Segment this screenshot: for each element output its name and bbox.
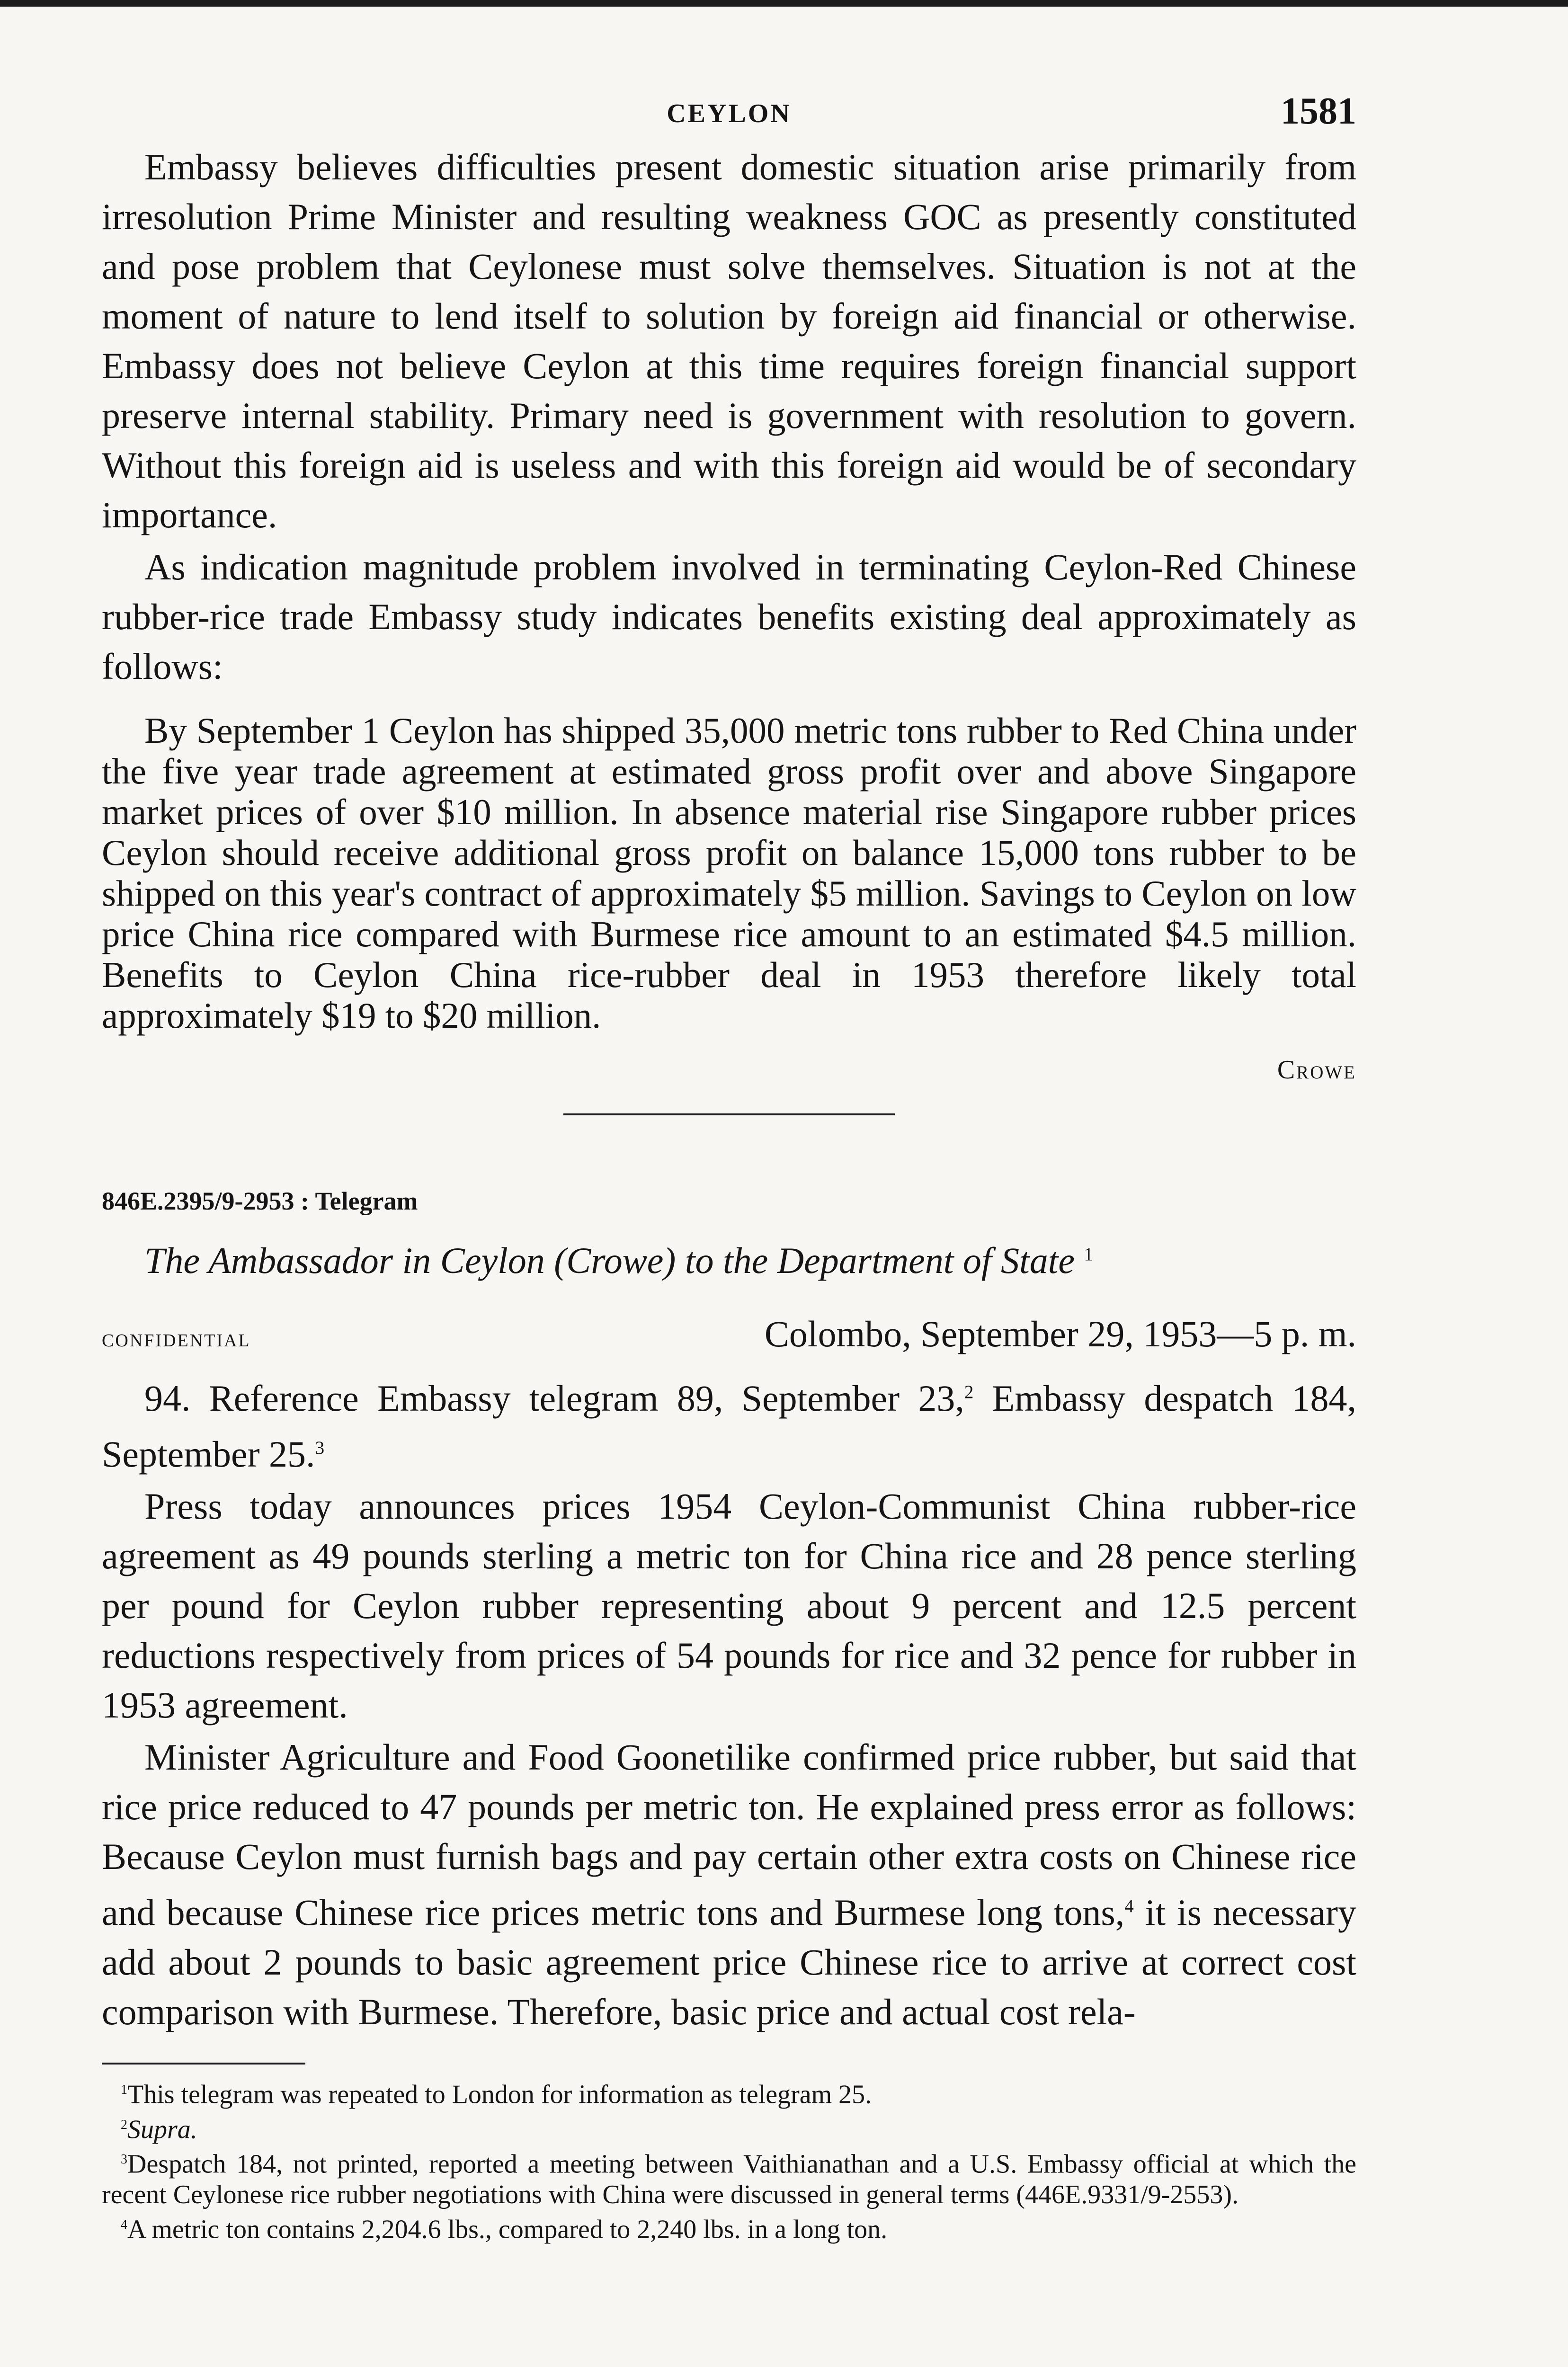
footnote-marker-2: 2 (964, 1382, 974, 1402)
quoted-study-paragraph: By September 1 Ceylon has shipped 35,000 metric tons rubber to Red China under the five year trade agreement at estimated gross profit over and above Singapore market prices of over $10 million. In absence material rise Singapore rubber prices Ceylon should receive additional gross profit on balance 15,000 tons rubber to be shipped on this year's contract of approximately $5 million. Savings to Ceylon on low price China rice compared with Burmese rice amount to an estimated $4.5 million. Benefits to Ceylon China rice-rubber deal in 1953 therefore likely total approximately $19 to $20 million. (102, 710, 1356, 1036)
document-meta-line (102, 1313, 1356, 1355)
telegram-paragraph-1-text-a: 94. Reference Embassy telegram 89, September 23, (144, 1378, 964, 1419)
footnote-3 (102, 2145, 1356, 2210)
footnote-marker-3: 3 (315, 1438, 325, 1458)
footnote-3-text: Despatch 184, not printed, reported a meeting between Vaithianathan and a U.S. Embassy official at which the recent Ceylonese rice rubber negotiations with China were discussed in general terms (446E.9331/9-2553). (102, 2149, 1356, 2209)
telegram-paragraph-1-text-b: Embassy despatch 184, September 25. (102, 1378, 1357, 1475)
body-paragraph-2: As indication magnitude problem involved in terminating Ceylon-Red Chinese rubber-rice trade Embassy study indicates benefits existing deal approximately as follows: (102, 546, 1356, 687)
footnote-2-text: Supra. (127, 2115, 197, 2145)
footnote-2-mark: 2 (121, 2117, 127, 2132)
document-title (102, 1239, 1356, 1282)
page-header (102, 71, 1356, 142)
telegram-paragraph-3-text-a: Minister Agriculture and Food Goonetilike confirmed price rubber, but said that rice price reduced to 47 pounds per metric ton. He explained press error as follows: Because Ceylon must furnish bags and pay certain other extra costs on Chinese rice and because Chinese rice prices metric tons and Burmese long tons, (102, 1736, 1356, 1933)
telegram-paragraph-1 (102, 1367, 1356, 1479)
document-title-text: The Ambassador in Ceylon (Crowe) to the Department of State (144, 1240, 1075, 1281)
document-file-reference: 846E.2395/9-2953 : Telegram (102, 1187, 418, 1215)
footnote-4 (102, 2210, 1356, 2245)
dateline: Colombo, September 29, 1953—5 p. m. (764, 1313, 1356, 1354)
footnote-2 (102, 2110, 1356, 2145)
running-head: CEYLON (667, 99, 792, 128)
footnote-4-text: A metric ton contains 2,204.6 lbs., compared to 2,240 lbs. in a long ton. (127, 2215, 888, 2244)
telegram-paragraph-3-text-b: it is necessary add about 2 pounds to basic agreement price Chinese rice to arrive at correct cost comparison with Burmese. Therefore, basic price and actual cost rela- (102, 1892, 1356, 2032)
footnote-marker-4: 4 (1124, 1896, 1134, 1916)
telegram-paragraph-2: Press today announces prices 1954 Ceylon-Communist China rubber-rice agreement as 49 pounds sterling a metric ton for China rice and 28 pence sterling per pound for Ceylon rubber representing about 9 percent and 12.5 percent reductions respectively from prices of 54 pounds for rice and 32 pence for rubber in 1953 agreement. (102, 1486, 1356, 1726)
page-number: 1581 (1281, 90, 1356, 132)
footnote-divider (102, 2063, 305, 2064)
footnote-1 (102, 2075, 1356, 2110)
classification-label: confidential (102, 1324, 251, 1352)
top-border-line (0, 0, 1568, 7)
footnote-3-mark: 3 (121, 2152, 127, 2167)
telegram-paragraph-3 (102, 1732, 1356, 2037)
footnote-4-mark: 4 (121, 2217, 127, 2232)
section-divider (563, 1113, 895, 1115)
page (102, 71, 1356, 2245)
body-paragraph-1: Embassy believes difficulties present domestic situation arise primarily from irresolution Prime Minister and resulting weakness GOC as presently constituted and pose problem that Ceylonese must solve themselves. Situation is not at the moment of nature to lend itself to solution by foreign aid financial or otherwise. Embassy does not believe Ceylon at this time requires foreign financial support preserve internal stability. Primary need is government with resolution to govern. Without this foreign aid is useless and with this foreign aid would be of secondary importance. (102, 146, 1356, 535)
signature: Crowe (1277, 1055, 1356, 1085)
footnote-1-mark: 1 (121, 2082, 127, 2097)
footnote-1-text: This telegram was repeated to London for information as telegram 25. (127, 2080, 872, 2109)
footnote-marker-1: 1 (1084, 1244, 1094, 1264)
